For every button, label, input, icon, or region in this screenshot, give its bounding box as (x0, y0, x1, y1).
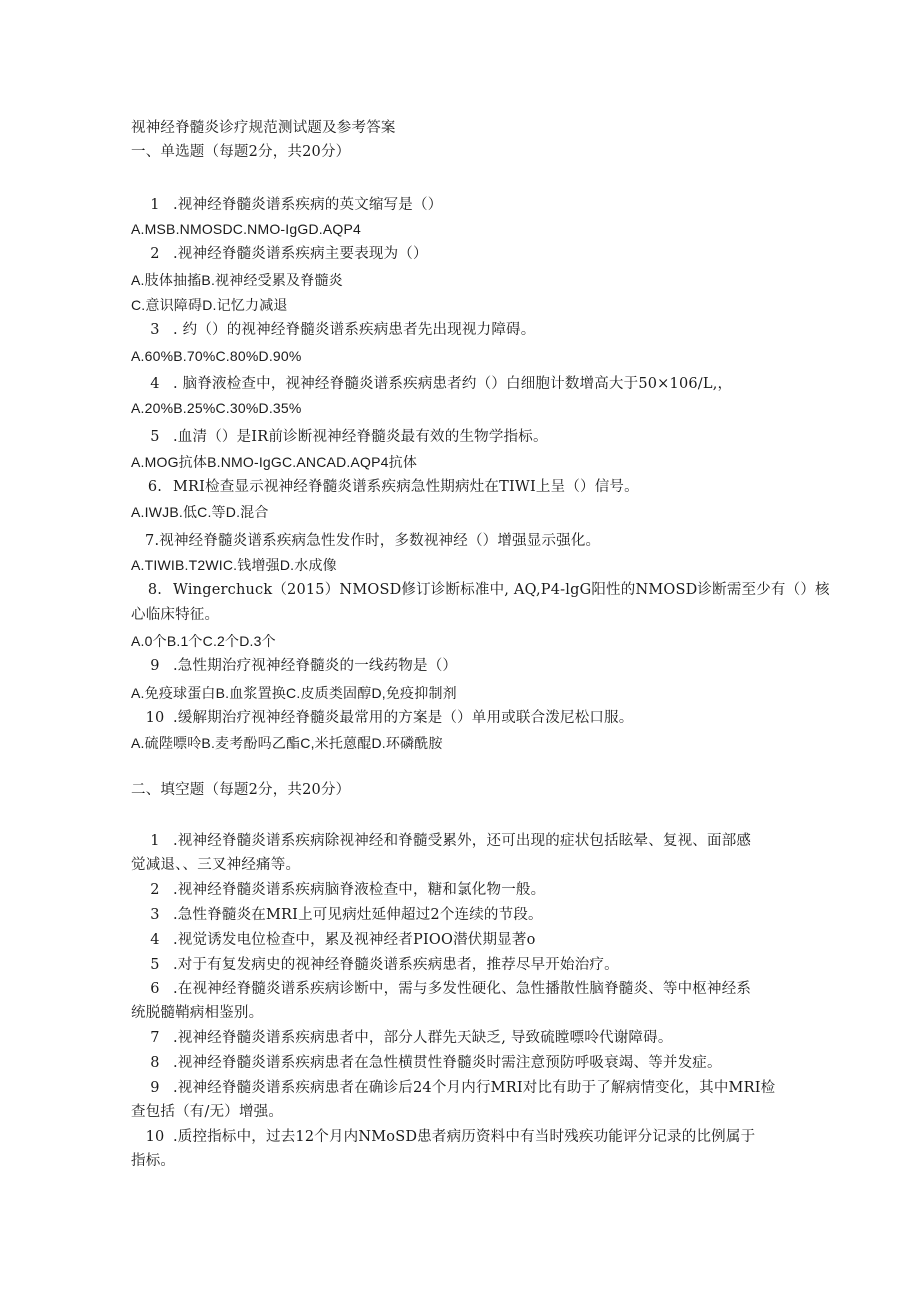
question-number: 4 (150, 932, 160, 948)
question-number: 3 (150, 322, 160, 338)
question-text: .视神经脊髓炎谱系疾病脑脊液检查中，糖和氯化物一般。 (173, 882, 546, 898)
question-text: .视觉诱发电位检查中，累及视神经者PIOO潜伏期显著o (173, 932, 536, 948)
question-options: A.TIWIB.T2WIC.钱增强D.水成像 (131, 557, 337, 573)
question-text: .视神经脊髓炎谱系疾病患者在确诊后24个月内行MRI对比有助于了解病情变化，其中MRI检 (173, 1080, 776, 1096)
question (131, 1051, 781, 1075)
question (131, 1026, 781, 1050)
question (131, 878, 781, 902)
section1-heading: 一、单选题（每题2分，共20分） (131, 144, 351, 160)
question-text: .视神经脊髓炎谱系疾病除视神经和脊髓受累外，还可出现的症状包括眩晕、复视、面部感 (173, 833, 752, 849)
question (131, 977, 781, 1001)
question-number: 10 (145, 1129, 165, 1145)
question-number: 2 (150, 882, 160, 898)
question-text: . 脑脊液检查中，视神经脊髓炎谱系疾病患者约（）白细胞计数增高大于50×106∕L,， (173, 376, 733, 392)
question (131, 953, 781, 977)
question-continuation: 统脱髓鞘病相鉴别。 (131, 1005, 264, 1021)
question-options: A.MOG抗体B.NMO-IgGC.ANCAD.AQP4抗体 (131, 454, 418, 470)
question (131, 1076, 781, 1100)
question-text: .视神经脊髓炎谱系疾病急性发作时，多数视神经（）增强显示强化。 (154, 533, 601, 549)
question (131, 242, 781, 266)
question (131, 706, 781, 730)
question-continuation: 查包括（有/无）增强。 (131, 1104, 284, 1120)
question-options: A.IWJB.低C.等D.混合 (131, 504, 269, 520)
question (131, 318, 781, 342)
question-number: 3 (150, 907, 160, 923)
question-text: .视神经脊髓炎谱系疾病的英文缩写是（） (173, 197, 443, 213)
question-number: 9 (150, 1080, 160, 1096)
question-number: 10 (145, 710, 165, 726)
question-text: Wingerchuck（2015）NMOSD修订诊断标准中, AQ,P4-lgG阳性的NMOSD诊断需至少有（）核 (173, 582, 830, 598)
question-text: .对于有复发病史的视神经脊髓炎谱系疾病患者，推荐尽早开始治疗。 (173, 957, 619, 973)
question (131, 928, 781, 952)
question-number: 6. (147, 479, 163, 495)
question-text: .视神经脊髓炎谱系疾病主要表现为（） (173, 246, 428, 262)
document-title: 视神经脊髓炎诊疗规范测试题及参考答案 (131, 120, 396, 136)
question-text: .血清（）是IR前诊断视神经脊髓炎最有效的生物学指标。 (173, 429, 548, 445)
question-text: .缓解期治疗视神经脊髓炎最常用的方案是（）单用或联合泼尼松口服。 (173, 710, 634, 726)
question-options: A.肢体抽搐B.视神经受累及脊髓炎 (131, 272, 343, 288)
question-text: .视神经脊髓炎谱系疾病患者中，部分人群先天缺乏, 导致硫瞠嘌呤代谢障碍。 (173, 1030, 673, 1046)
question-number: 4 (150, 376, 160, 392)
question-number: 7 (150, 1030, 160, 1046)
question-number: 8 (150, 1055, 160, 1071)
question-continuation: 心临床特征。 (131, 607, 220, 623)
question-text: .视神经脊髓炎谱系疾病患者在急性横贯性脊髓炎时需注意预防呼吸衰竭、等并发症。 (173, 1055, 722, 1071)
question-text: .急性期治疗视神经脊髓炎的一线药物是（） (173, 658, 458, 674)
question (131, 654, 781, 678)
question-text: .在视神经脊髓炎谱系疾病诊断中，需与多发性硬化、急性播散性脑脊髓炎、等中枢神经系 (173, 981, 752, 997)
question (131, 475, 781, 499)
question-text: .急性脊髓炎在MRI上可见病灶延伸超过2个连续的节段。 (173, 907, 543, 923)
question (131, 903, 781, 927)
question-options: A.20%B.25%C.30%D.35% (131, 400, 302, 416)
question-number: 8. (147, 582, 163, 598)
question-number: 7 (145, 533, 155, 549)
question (131, 1125, 781, 1149)
question (131, 425, 781, 449)
section2-heading: 二、填空题（每题2分，共20分） (131, 782, 351, 798)
question-number: 6 (150, 981, 160, 997)
question (131, 193, 781, 217)
question-number: 9 (150, 658, 160, 674)
question-number: 2 (150, 246, 160, 262)
question-text: . 约（）的视神经脊髓炎谱系疾病患者先出现视力障碍。 (173, 322, 536, 338)
question-text: .质控指标中，过去12个月内NMoSD患者病历资料中有当时残疾功能评分记录的比例属于 (173, 1129, 756, 1145)
question (131, 372, 781, 396)
question-number: 5 (150, 429, 160, 445)
question-options: A.免疫球蛋白B.血浆置换C.皮质类固醇D,免疫抑制剂 (131, 685, 457, 701)
question-text: MRI检查显示视神经脊髓炎谱系疾病急性期病灶在TIWI上呈（）信号。 (173, 479, 639, 495)
question-options: A.MSB.NMOSDC.NMO-IgGD.AQP4 (131, 221, 362, 237)
question (131, 578, 830, 602)
question-number: 1 (150, 833, 160, 849)
question-number: 5 (150, 957, 160, 973)
question-number: 1 (150, 197, 160, 213)
question (131, 529, 781, 553)
question-options: A.60%B.70%C.80%D.90% (131, 348, 302, 364)
question (131, 829, 781, 853)
question-continuation: 指标。 (131, 1153, 176, 1169)
question-options: C.意识障碍D.记忆力减退 (131, 297, 288, 313)
question-options: A.硫陛嘌呤B.麦考酚吗乙酯C,米托蒽醌D.环磷酰胺 (131, 735, 443, 751)
question-options: A.0个B.1个C.2个D.3个 (131, 633, 276, 649)
question-continuation: 觉减退、、三叉神经痛等。 (131, 857, 301, 873)
